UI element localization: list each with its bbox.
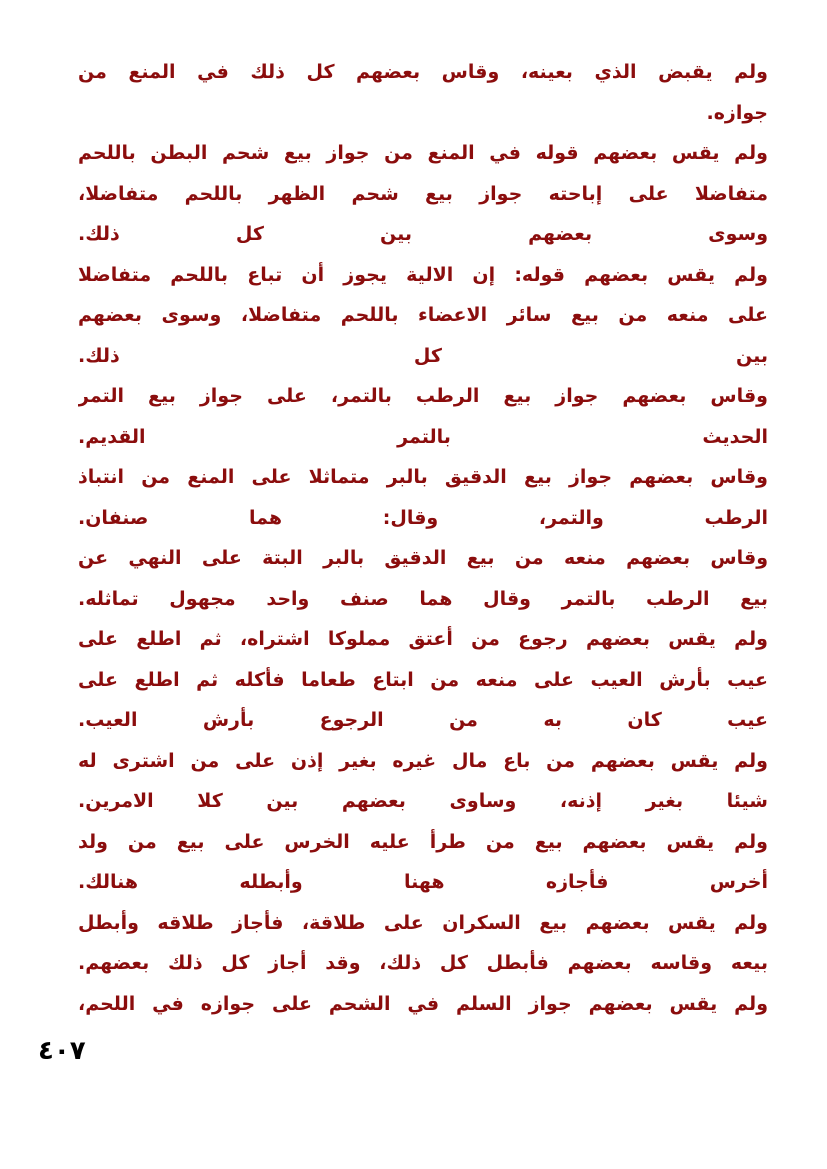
text-line: ولم يقبض الذي بعينه، وقاس بعضهم كل ذلك في المنع من <box>78 61 768 83</box>
text-line: متفاضلا على إباحته جواز بيع شحم الظهر باللحم متفاضلا، <box>78 182 768 205</box>
text-line: الرطب والتمر، وقال: هما صنفان. <box>78 506 768 529</box>
text-line: ولم يقس بعضهم بيع من طرأ عليه الخرس على بيع من ولد <box>78 830 768 853</box>
text-line: جوازه. <box>706 101 768 124</box>
text-line: وقاس بعضهم منعه من بيع الدقيق بالبر البتة على النهي عن <box>78 547 768 569</box>
page-number: ٤٠٧ <box>38 1036 86 1066</box>
text-line: ولم يقس بعضهم قوله: إن الالية يجوز أن تباع باللحم متفاضلا <box>78 263 768 286</box>
text-line: أخرس فأجازه ههنا وأبطله هنالك. <box>78 871 768 893</box>
text-line: ولم يقس بعضهم قوله في المنع من جواز بيع شحم البطن باللحم <box>78 142 768 164</box>
text-line: بيع الرطب بالتمر وقال هما صنف واحد مجهول تماثله. <box>78 587 768 610</box>
text-line: وقاس بعضهم جواز بيع الرطب بالتمر، على جواز بيع التمر <box>78 385 768 407</box>
text-line: بيعه وقاسه بعضهم فأبطل كل ذلك، وقد أجاز كل ذلك بعضهم. <box>78 952 768 974</box>
text-line: شيئا بغير إذنه، وساوى بعضهم بين كلا الامرين. <box>78 790 768 812</box>
text-line: وسوى بعضهم بين كل ذلك. <box>78 223 768 245</box>
text-line: الحديث بالتمر القديم. <box>78 425 768 448</box>
text-line: على منعه من بيع سائر الاعضاء باللحم متفاضلا، وسوى بعضهم <box>78 304 768 326</box>
text-line: عيب كان به من الرجوع بأرش العيب. <box>78 709 768 731</box>
text-line: عيب بأرش العيب على منعه من ابتاع طعاما فأكله ثم اطلع على <box>78 668 768 691</box>
text-line: ولم يقس بعضهم من باع مال غيره بغير إذن على من اشترى له <box>78 749 768 772</box>
text-line: ولم يقس بعضهم بيع السكران على طلاقة، فأجاز طلاقه وأبطل <box>78 911 768 934</box>
body-text <box>78 52 768 1024</box>
text-line: وقاس بعضهم جواز بيع الدقيق بالبر متماثلا على المنع من انتباذ <box>78 466 768 488</box>
text-line: ولم يقس بعضهم جواز السلم في الشحم على جوازه في اللحم، <box>78 992 768 1015</box>
text-line: ولم يقس بعضهم رجوع من أعتق مملوكا اشتراه، ثم اطلع على <box>78 628 768 650</box>
text-line: بين كل ذلك. <box>78 344 768 367</box>
